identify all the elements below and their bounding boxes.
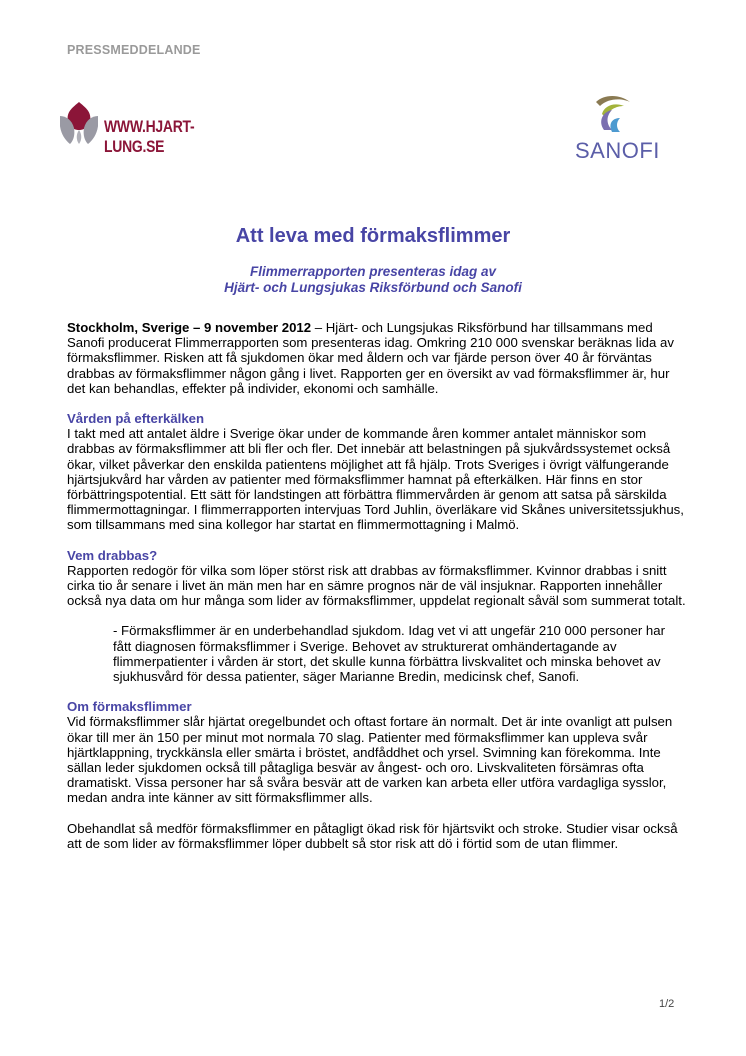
sanofi-logo-text: SANOFI — [575, 138, 660, 163]
intro-paragraph — [67, 320, 687, 396]
hjart-lung-logo[interactable] — [56, 100, 266, 156]
document-subtitle — [0, 264, 746, 296]
section-heading: Vem drabbas? — [67, 547, 158, 563]
section-paragraph: Obehandlat så medför förmaksflimmer en påtagligt ökad risk för hjärtsvikt och stroke. Studier visar också att de som lider av förmaksflimmer löper dubbelt så stor risk att dö i förtid som de utan flimmer. — [67, 820, 678, 851]
quote-paragraph: - Förmaksflimmer är en underbehandlad sjukdom. Idag vet vi att ungefär 210 000 personer har fått diagnosen förmaksflimmer i Sverige. Behovet av strukturerat omhändertagande av flimmerpatienter i vården är stort, det skulle kunna förbättra livskvalitet och minska behovet av sjukhusvård för dessa patienter, säger Marianne Bredin, medicinsk chef, Sanofi. — [113, 623, 665, 685]
intro-text: – Hjärt- och Lungsjukas Riksförbund har tillsammans med Sanofi producerat Flimmerrapporten som presenteras idag. Omkring 210 000 svenskar beräknas lida av förmaksflimmer. Risken att få sjukdomen ökar med åldern och var fjärde person över 40 år förväntas drabbas av förmaksflimmer någon gång i livet. Rapporten ger en översikt av vad förmaksflimmer är, hur det kan behandlas, effekter på individer, ekonomi och samhälle. — [67, 320, 674, 396]
document-title: Att leva med förmaksflimmer — [235, 225, 511, 247]
article-body — [67, 320, 687, 851]
sanofi-bird-icon — [590, 92, 634, 134]
section-heading: Om förmaksflimmer — [67, 699, 192, 715]
section-paragraph: Rapporten redogör för vilka som löper störst risk att drabbas av förmaksflimmer. Kvinnor drabbas i snitt cirka tio år senare i livet än män men har en sämre prognos när de väl insjuknar. Rapporten innehåller också nya data om hur många som lider av förmaksflimmer, uppdelat regionalt såväl som summerat totalt. — [67, 562, 686, 609]
subtitle-line-1: Flimmerrapporten presenteras idag av — [249, 264, 497, 279]
section-paragraph: Vid förmaksflimmer slår hjärtat oregelbundet och oftast fortare än normalt. Det är inte ovanligt att pulsen ökar till mer än 150 per minut mot normala 70 slag. Patienter med förmaksflimmer kan uppleva svår hjärtklappning, tryckkänsla eller smärta i bröstet, andfåddhet och yrsel. Svimning kan förekomma. Inte sällan leder sjukdomen också till påtagliga besvär av ångest- och oro. Livskvaliteten försämras ofta dramatiskt. Vissa personer har så svåra besvär att de varken kan arbeta eller utföra vardagliga sysslor, medan andra inte känner av sitt förmaksflimmer alls. — [67, 714, 673, 806]
document-type-label: PRESSMEDDELANDE — [67, 43, 201, 57]
tulip-logo-icon — [56, 100, 102, 146]
hjart-lung-url: WWW.HJART-LUNG.SE — [104, 117, 195, 156]
subtitle-line-2: Hjärt- och Lungsjukas Riksförbund och Sanofi — [224, 280, 522, 295]
dateline: Stockholm, Sverige – 9 november 2012 — [67, 320, 312, 335]
page-number: 1/2 — [659, 998, 675, 1010]
section-heading: Vården på efterkälken — [67, 411, 205, 427]
section-paragraph: I takt med att antalet äldre i Sverige ökar under de kommande åren kommer antalet människor som drabbas av förmaksflimmer att bli fler och fler. Det innebär att belastningen på sjukvårdssystemet också ökar, vilket påverkar den enskilda patientens möjlighet att få hjälp. Trots Sveriges i övrigt välfungerande hjärtsjukvård har vården av patienter med förmaksflimmer hamnat på efterkälken. Här finns en stor förbättringspotential. Ett sätt för landstingen att förbättra flimmervården är genom att satsa på särskilda flimmermottagningar. I flimmerrapporten intervjuas Tord Juhlin, överläkare vid Skånes universitetssjukhus, som tillsammans med sina kollegor har startat en flimmermottagning i Malmö. — [67, 426, 684, 533]
